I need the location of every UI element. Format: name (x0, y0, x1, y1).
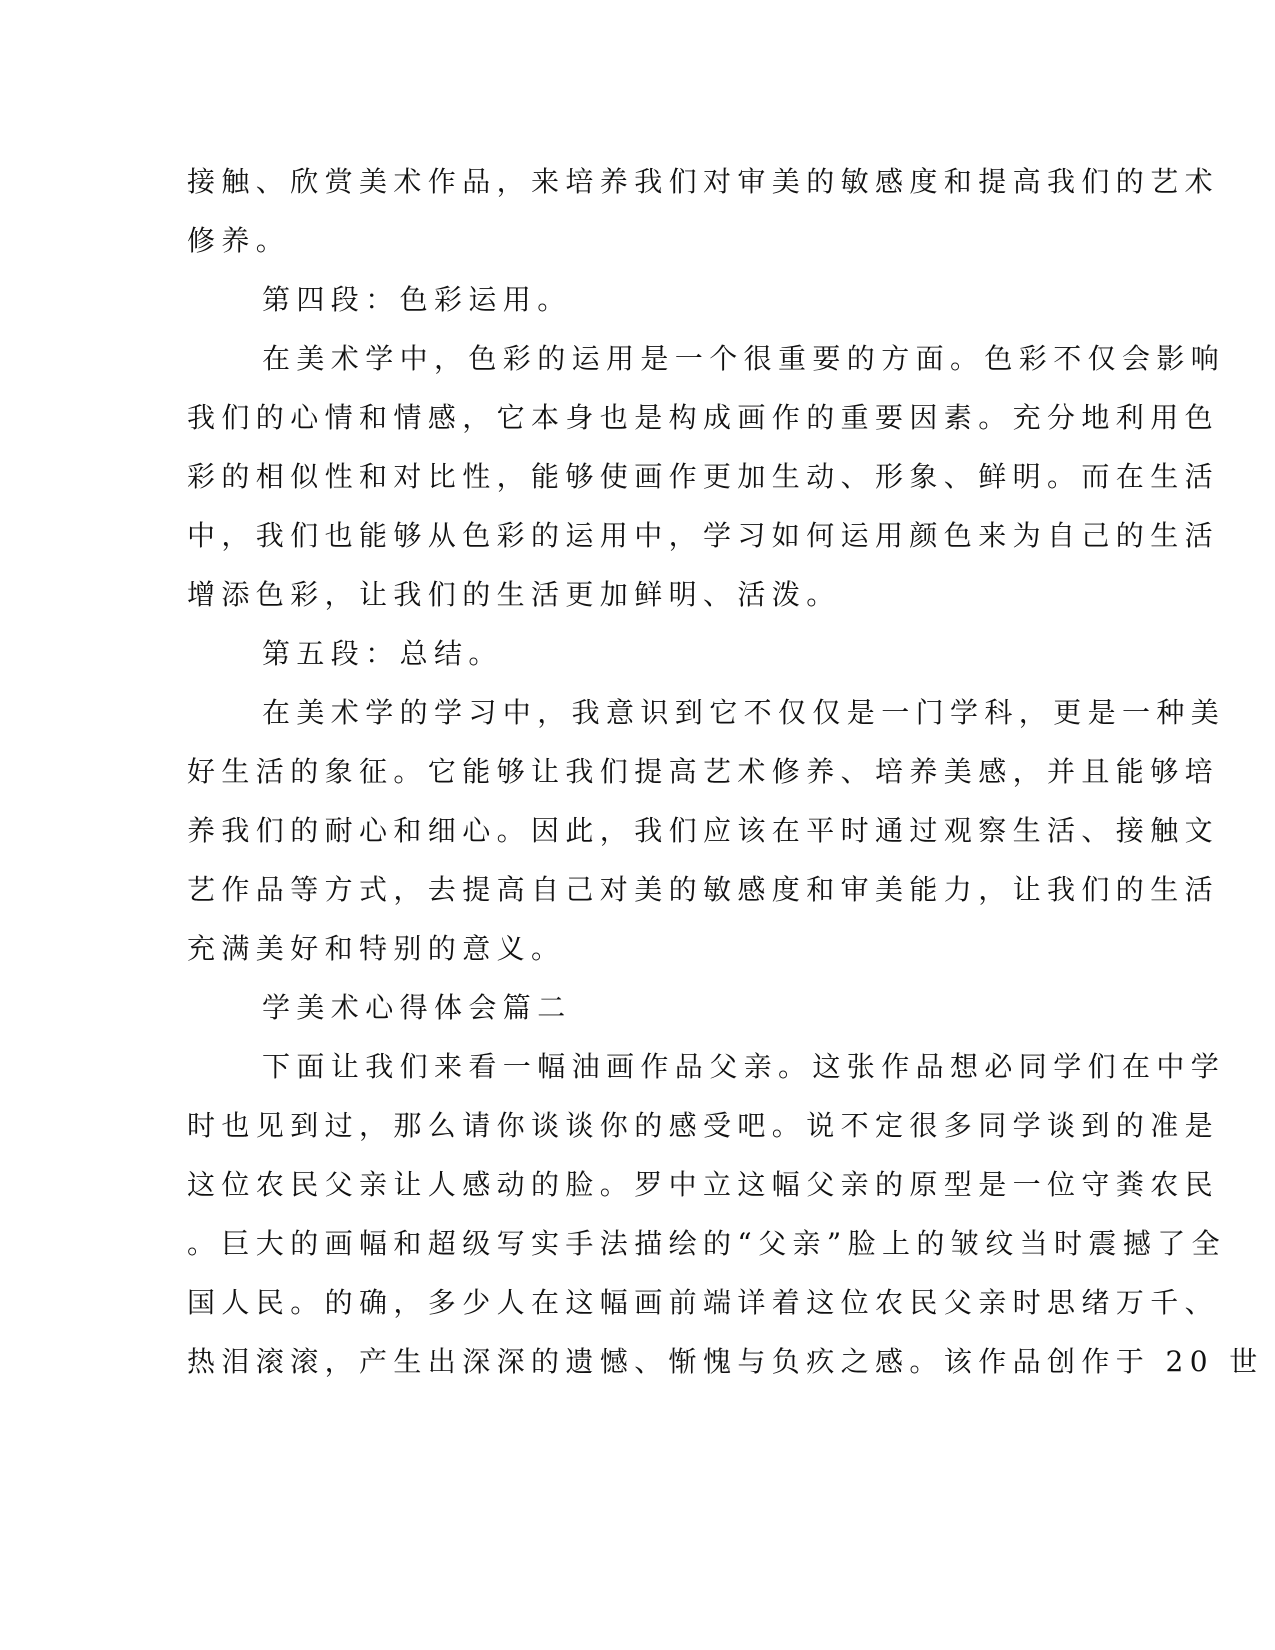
text-line: 下面让我们来看一幅油画作品父亲。这张作品想必同学们在中学 (262, 1050, 1226, 1083)
text-line: 好生活的象征。它能够让我们提高艺术修养、培养美感，并且能够培 (187, 755, 1220, 788)
text-line: 在美术学的学习中，我意识到它不仅仅是一门学科，更是一种美 (262, 696, 1226, 729)
article-title: 学美术心得体会篇二 (262, 991, 572, 1024)
text-line: 艺作品等方式，去提高自己对美的敏感度和审美能力，让我们的生活 (187, 873, 1220, 906)
text-line: 我们的心情和情感，它本身也是构成画作的重要因素。充分地利用色 (187, 401, 1220, 434)
text-line: 这位农民父亲让人感动的脸。罗中立这幅父亲的原型是一位守粪农民 (187, 1168, 1220, 1201)
text-line: 养我们的耐心和细心。因此，我们应该在平时通过观察生活、接触文 (187, 814, 1220, 847)
text-line: 彩的相似性和对比性，能够使画作更加生动、形象、鲜明。而在生活 (187, 460, 1220, 493)
text-line: 热泪滚滚，产生出深深的遗憾、惭愧与负疚之感。该作品创作于 20 世 (187, 1345, 1264, 1378)
text-line: 修养。 (187, 224, 291, 257)
section-heading: 第四段：色彩运用。 (262, 283, 572, 316)
text-line: 在美术学中，色彩的运用是一个很重要的方面。色彩不仅会影响 (262, 342, 1226, 375)
text-line: 时也见到过，那么请你谈谈你的感受吧。说不定很多同学谈到的准是 (187, 1109, 1220, 1142)
section-heading: 第五段：总结。 (262, 637, 503, 670)
text-line: 接触、欣赏美术作品，来培养我们对审美的敏感度和提高我们的艺术 (187, 165, 1220, 198)
text-line: 国人民。的确，多少人在这幅画前端详着这位农民父亲时思绪万千、 (187, 1286, 1220, 1319)
text-line: 中，我们也能够从色彩的运用中，学习如何运用颜色来为自己的生活 (187, 519, 1220, 552)
text-line: 充满美好和特别的意义。 (187, 932, 566, 965)
text-line: 增添色彩，让我们的生活更加鲜明、活泼。 (187, 578, 841, 611)
text-line: 。巨大的画幅和超级写实手法描绘的“父亲”脸上的皱纹当时震撼了全 (187, 1227, 1227, 1260)
